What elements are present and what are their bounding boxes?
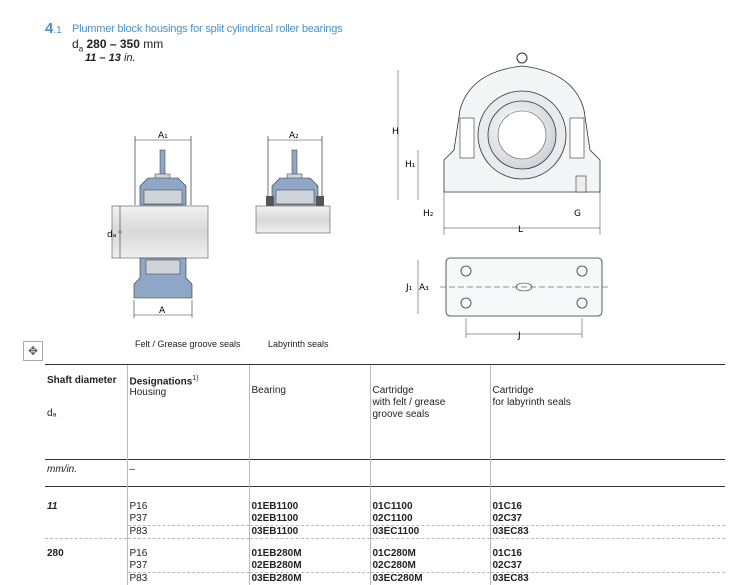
section-number: 4.1 [45, 20, 62, 37]
section-title: Plummer block housings for split cylindrical roller bearings [72, 23, 342, 35]
front-view-drawing [392, 53, 600, 235]
bearing-cell: 02EB280M [249, 560, 370, 573]
header-shaft-symbol: dₐ [47, 408, 125, 419]
header-cartridge-felt [370, 365, 490, 460]
dim-j: J [517, 331, 521, 341]
range-subscript: a [79, 44, 83, 53]
section-drawing-felt [107, 131, 208, 318]
cartridge-laby-cell: 01C16 [490, 501, 725, 513]
header-designations-note: 1) [192, 375, 198, 382]
housing-cell: P83 [127, 573, 249, 585]
header-cartridge-laby-label: Cartridge for labyrinth seals [493, 385, 724, 409]
shaft-value: 280 [45, 548, 127, 585]
dim-j1: J₁ [405, 283, 413, 293]
cartridge-felt-cell: 01C1100 [370, 501, 490, 513]
range-in-value: 11 – 13 [85, 52, 121, 64]
header-designations [127, 365, 249, 460]
range-in-unit: in. [124, 52, 136, 64]
housing-cell: P16 [127, 501, 249, 513]
table-row [45, 548, 725, 560]
shaft-value: 11 [45, 501, 127, 539]
bearing-cell: 03EB1100 [249, 525, 370, 538]
cartridge-felt-cell: 02C1100 [370, 513, 490, 526]
header-shaft [45, 365, 127, 460]
designations-table [45, 364, 725, 585]
dim-h1: H₁ [405, 160, 416, 170]
bearing-cell: 02EB1100 [249, 513, 370, 526]
table-row [45, 560, 725, 573]
caption-labyrinth-seals: Labyrinth seals [268, 339, 329, 349]
top-view-drawing [405, 258, 608, 341]
header-housing: Housing [130, 387, 247, 398]
housing-cell: P83 [127, 525, 249, 538]
cartridge-laby-cell: 02C37 [490, 513, 725, 526]
dim-h2: H₂ [423, 209, 434, 219]
dim-l: L [518, 225, 523, 235]
header-cartridge-laby [490, 365, 725, 460]
dim-g: G [574, 209, 581, 219]
table-row [45, 513, 725, 526]
section-drawing-labyrinth [256, 131, 330, 233]
cartridge-felt-cell: 01C280M [370, 548, 490, 560]
housing-cell: P16 [127, 548, 249, 560]
cartridge-felt-cell: 03EC1100 [370, 525, 490, 538]
cartridge-felt-cell: 02C280M [370, 560, 490, 573]
table-move-handle[interactable]: ✥ [23, 341, 43, 361]
header-designations-label: Designations [130, 376, 193, 387]
cartridge-laby-cell: 03EC83 [490, 525, 725, 538]
housing-cell: P37 [127, 560, 249, 573]
dim-h: H [392, 127, 399, 137]
dim-da: dₐ [107, 230, 116, 240]
unit-dash: – [127, 460, 249, 487]
unit-row [45, 460, 725, 487]
header-bearing [249, 365, 370, 460]
table-row [45, 573, 725, 585]
dim-a1: A₁ [158, 131, 168, 141]
header-shaft-label: Shaft diameter [47, 375, 125, 386]
dim-a: A [159, 306, 166, 316]
dim-a2: A₂ [289, 131, 299, 141]
unit-label: mm/in. [45, 460, 127, 487]
caption-felt-seals: Felt / Grease groove seals [135, 339, 241, 349]
table-header-row [45, 365, 725, 460]
bearing-cell: 01EB1100 [249, 501, 370, 513]
bearing-cell: 03EB280M [249, 573, 370, 585]
cartridge-laby-cell: 01C16 [490, 548, 725, 560]
housing-cell: P37 [127, 513, 249, 526]
range-mm-unit: mm [143, 37, 163, 51]
cartridge-laby-cell: 03EC83 [490, 573, 725, 585]
dim-a3: A₃ [419, 283, 429, 293]
cartridge-laby-cell: 02C37 [490, 560, 725, 573]
range-symbol: d [72, 37, 79, 51]
bearing-cell: 01EB280M [249, 548, 370, 560]
cartridge-felt-cell: 03EC280M [370, 573, 490, 585]
table-row [45, 501, 725, 513]
range-mm-value: 280 – 350 [86, 37, 139, 51]
table-row [45, 525, 725, 538]
header-cartridge-felt-label: Cartridge with felt / grease groove seals [373, 385, 488, 421]
header-bearing-label: Bearing [252, 385, 286, 396]
